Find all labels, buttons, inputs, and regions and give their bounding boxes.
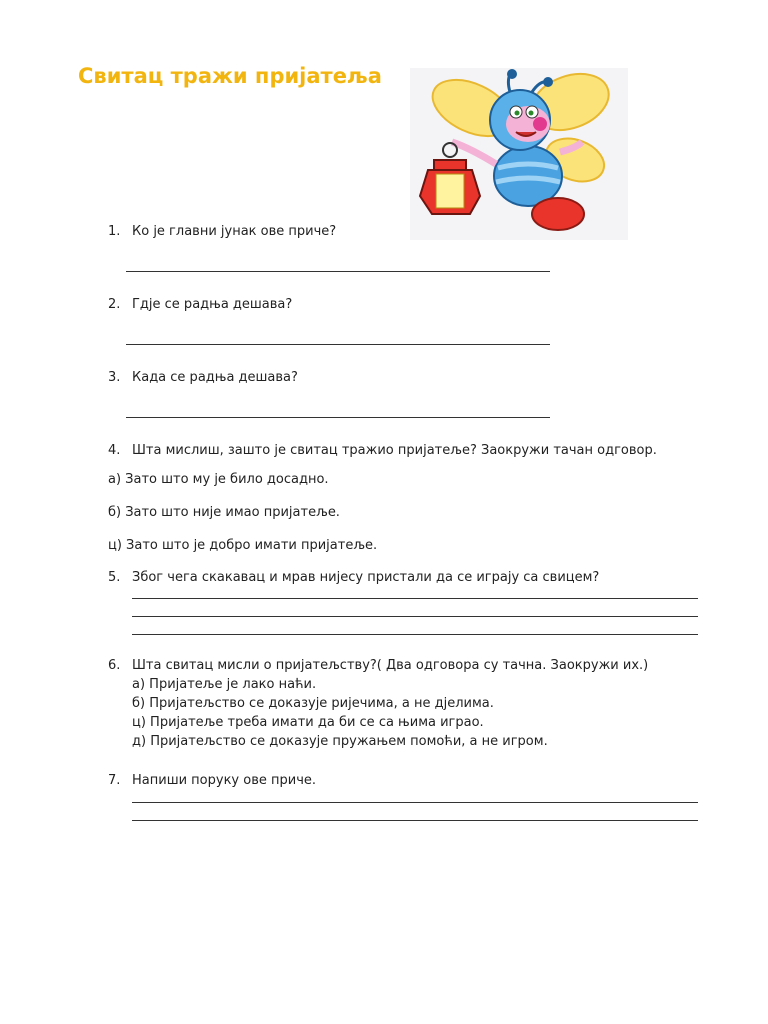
q6-option-b[interactable]: б) Пријатељство се доказује ријечима, а не дјелима.	[132, 696, 494, 711]
question-text: Због чега скакавац и мрав нијесу пристали да се играју са свицем?	[132, 570, 600, 585]
q4-option-b[interactable]: б) Зато што није имао пријатеље.	[108, 505, 340, 520]
answer-line[interactable]	[126, 344, 550, 345]
question-number: 1.	[108, 224, 121, 239]
answer-line[interactable]	[132, 598, 698, 599]
firefly-illustration	[410, 68, 628, 240]
answer-line[interactable]	[132, 616, 698, 617]
question-number: 6.	[108, 658, 121, 673]
question-text: Гдје се радња дешава?	[132, 297, 293, 312]
question-text: Напиши поруку ове приче.	[132, 773, 316, 788]
question-text: Када се радња дешава?	[132, 370, 298, 385]
question-text: Шта свитац мисли о пријатељству?( Два одговора су тачна. Заокружи их.)	[132, 658, 649, 673]
q6-option-a[interactable]: а) Пријатеље је лако наћи.	[132, 677, 317, 692]
question-number: 4.	[108, 443, 121, 458]
q6-option-d[interactable]: д) Пријатељство се доказује пружањем помоћи, а не игром.	[132, 734, 548, 749]
answer-line[interactable]	[132, 820, 698, 821]
page-title: Свитац тражи пријатеља	[78, 64, 382, 88]
question-number: 2.	[108, 297, 121, 312]
answer-line[interactable]	[126, 271, 550, 272]
q6-option-c[interactable]: ц) Пријатеље треба имати да би се са њима играо.	[132, 715, 484, 730]
answer-line[interactable]	[126, 417, 550, 418]
question-text: Ко је главни јунак ове приче?	[132, 224, 337, 239]
answer-line[interactable]	[132, 802, 698, 803]
question-number: 5.	[108, 570, 121, 585]
q4-option-a[interactable]: а) Зато што му је било досадно.	[108, 472, 329, 487]
answer-line[interactable]	[132, 634, 698, 635]
q4-option-c[interactable]: ц) Зато што је добро имати пријатеље.	[108, 538, 378, 553]
question-number: 7.	[108, 773, 121, 788]
question-text: Шта мислиш, зашто је свитац тражио пријатеље? Заокружи тачан одговор.	[132, 443, 657, 458]
question-number: 3.	[108, 370, 121, 385]
